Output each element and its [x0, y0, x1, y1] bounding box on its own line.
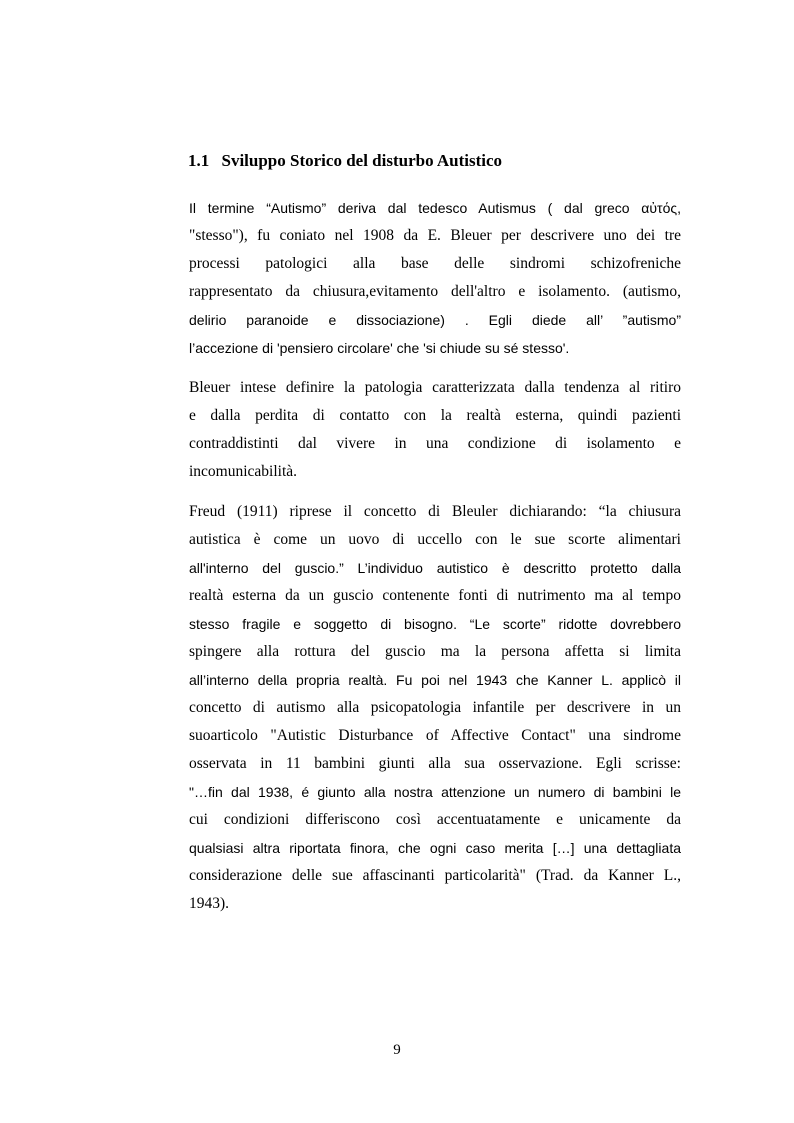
text-line: incomunicabilità.	[189, 463, 298, 480]
section-heading	[188, 150, 708, 172]
text-line: qualsiasi altra riportata finora, che ogni caso merita […] una dettagliata	[189, 840, 681, 856]
text-line: stesso fragile e soggetto di bisogno. “Le scorte” ridotte dovrebbero	[189, 616, 681, 632]
text-line: "stesso"), fu coniato nel 1908 da E. Bleuer per descrivere uno dei tre	[189, 227, 681, 244]
text-line: all’interno della propria realtà. Fu poi nel 1943 che Kanner L. applicò il	[189, 672, 681, 688]
text-line: contraddistinti dal vivere in una condizione di isolamento e	[189, 435, 681, 452]
page-number: 9	[393, 1042, 401, 1058]
section-number: 1.1	[188, 151, 210, 170]
section-title: Sviluppo Storico del disturbo Autistico	[221, 151, 503, 170]
text-line: l’accezione di 'pensiero circolare' che 'si chiude su sé stesso'.	[189, 340, 570, 356]
text-line: delirio paranoide e dissociazione) . Egli diede all’ ”autismo”	[189, 312, 681, 328]
text-line: all'interno del guscio.” L’individuo autistico è descritto protetto dalla	[189, 560, 681, 576]
text-line: considerazione delle sue affascinanti particolarità" (Trad. da Kanner L.,	[189, 867, 681, 884]
text-line: processi patologici alla base delle sindromi schizofreniche	[189, 255, 681, 272]
text-line: autistica è come un uovo di uccello con le sue scorte alimentari	[189, 531, 681, 548]
text-line: concetto di autismo alla psicopatologia infantile per descrivere in un	[189, 699, 681, 716]
text-line: 1943).	[189, 895, 230, 912]
text-line: osservata in 11 bambini giunti alla sua osservazione. Egli scrisse:	[189, 755, 681, 772]
text-line: rappresentato da chiusura,evitamento dell'altro e isolamento. (autismo,	[189, 283, 681, 300]
text-line: Il termine “Autismo” deriva dal tedesco Autismus ( dal greco αὐτός,	[189, 200, 681, 216]
text-line: suoarticolo "Autistic Disturbance of Affective Contact" una sindrome	[189, 727, 681, 744]
text-line: Freud (1911) riprese il concetto di Bleuler dichiarando: “la chiusura	[189, 503, 681, 520]
text-line: e dalla perdita di contatto con la realtà esterna, quindi pazienti	[189, 407, 681, 424]
text-line: Bleuer intese definire la patologia caratterizzata dalla tendenza al ritiro	[189, 379, 681, 396]
text-line: cui condizioni differiscono così accentuatamente e unicamente da	[189, 811, 681, 828]
text-line: spingere alla rottura del guscio ma la persona affetta si limita	[189, 643, 681, 660]
text-line: "…fin dal 1938, é giunto alla nostra attenzione un numero di bambini le	[189, 784, 681, 800]
text-line: realtà esterna da un guscio contenente fonti di nutrimento ma al tempo	[189, 587, 681, 604]
